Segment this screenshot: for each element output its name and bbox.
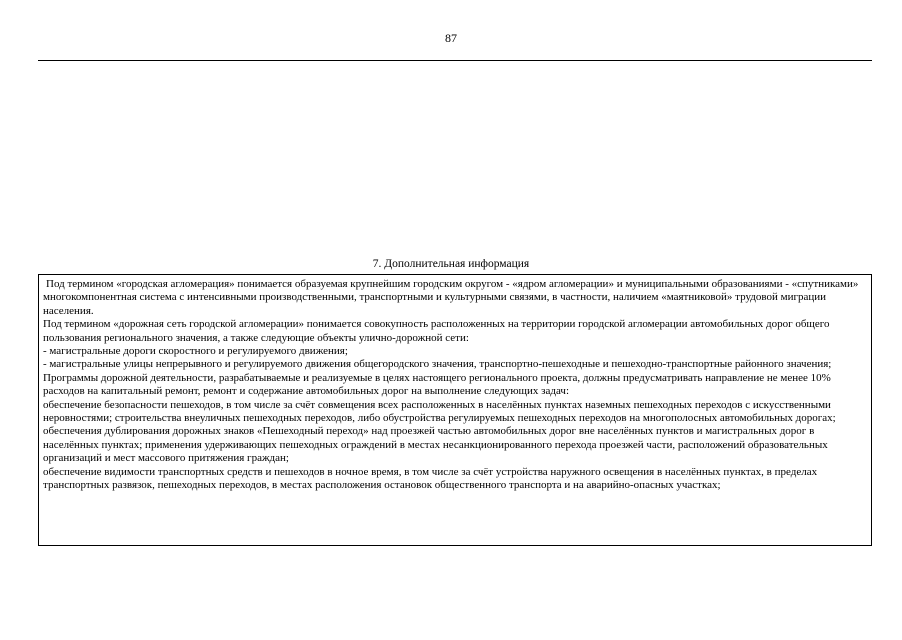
info-paragraph-agglomeration: Под термином «городская агломерация» понимается образуемая крупнейшим городским округом - «ядром агломерации» и муниципальными образованиями - «спутниками» многокомпонентная система с интенсивными производственными, транспортными и культурными связями, в частности, наличием «маятниковой» трудовой миграции населения. <box>43 278 859 317</box>
info-paragraph-night-visibility: обеспечение видимости транспортных средств и пешеходов в ночное время, в том числе за счёт устройства наружного освещения в населённых пунктах, в пределах транспортных развязок, пешеходных переходов, в местах расположения остановок общественного транспорта и на аварийно-опасных участках; <box>43 465 818 492</box>
additional-info-box <box>38 274 872 546</box>
info-list-item-main-streets: - магистральные улицы непрерывного и регулируемого движения общегородского значения, транспортно-пешеходные и пешеходно-транспортные районного значения; <box>43 358 832 371</box>
section-title: 7. Дополнительная информация <box>372 258 530 270</box>
page-number: 87 <box>445 31 457 45</box>
info-paragraph-road-network: Под термином «дорожная сеть городской агломерации» понимается совокупность расположенных на территории городской агломерации автомобильных дорог общего пользования регионального значения, а также следующие объекты улично-дорожной сети: <box>43 318 830 344</box>
info-paragraph-pedestrian-safety: обеспечение безопасности пешеходов, в том числе за счёт совмещения всех расположенных в населённых пунктах наземных пешеходных переходов с искусственными неровностями; строительства внеуличных пешеходных переходов, либо обустройства регулируемых пешеходных переходов на многополосных автомобильных дорогах; обеспечения дублирования дорожных знаков «Пешеходный переход» над проезжей частью автомобильных дорог вне населённых пунктов и магистральных дорог в населённых пунктах; применения удерживающих пешеходных ограждений в местах несанкционированного перехода проезжей части, расположений образовательных организаций и мест массового притяжения граждан; <box>43 398 836 465</box>
info-paragraph-programs: Программы дорожной деятельности, разрабатываемые и реализуемые в целях настоящего регионального проекта, должны предусматривать направление не менее 10% расходов на капитальный ремонт, ремонт и содержание автомобильных дорог на выполнение следующих задач: <box>43 371 831 398</box>
header-divider <box>38 60 872 61</box>
info-list-item-highways: - магистральные дороги скоростного и регулируемого движения; <box>43 345 348 358</box>
